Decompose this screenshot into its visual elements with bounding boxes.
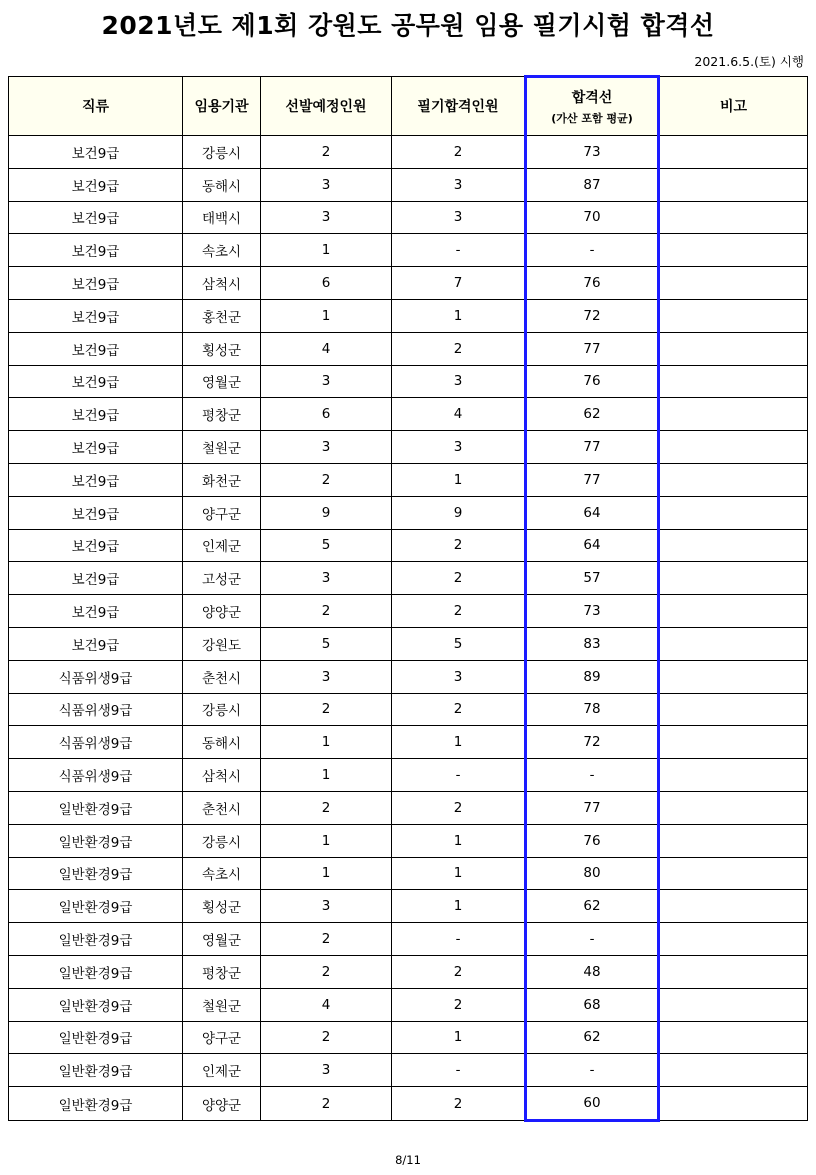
cell-note: [659, 693, 808, 726]
cell-note: [659, 595, 808, 628]
table-row: [9, 726, 808, 759]
table-row: [9, 562, 808, 595]
cell-cutoff: 73: [526, 595, 659, 628]
table-header-row: [9, 77, 808, 136]
cell-agency: 춘천시: [183, 791, 261, 824]
cell-job: 일반환경9급: [9, 791, 183, 824]
table-row: [9, 463, 808, 496]
cell-job: 보건9급: [9, 595, 183, 628]
header-cutoff-sub: (가산 포함 평균): [551, 112, 633, 125]
table-row: [9, 1021, 808, 1054]
cell-note: [659, 791, 808, 824]
cell-agency: 양양군: [183, 1087, 261, 1121]
cell-job: 일반환경9급: [9, 890, 183, 923]
cell-job: 일반환경9급: [9, 1021, 183, 1054]
cell-note: [659, 857, 808, 890]
table-row: [9, 496, 808, 529]
cell-agency: 철원군: [183, 431, 261, 464]
cell-job: 보건9급: [9, 332, 183, 365]
cell-job: 식품위생9급: [9, 693, 183, 726]
cell-passed: 2: [392, 529, 526, 562]
cell-passed: 1: [392, 1021, 526, 1054]
cell-agency: 태백시: [183, 201, 261, 234]
cell-agency: 동해시: [183, 168, 261, 201]
cell-planned: 2: [261, 463, 392, 496]
table-row: [9, 365, 808, 398]
cell-job: 보건9급: [9, 627, 183, 660]
cell-agency: 강릉시: [183, 824, 261, 857]
cell-note: [659, 1054, 808, 1087]
cell-agency: 인제군: [183, 1054, 261, 1087]
cell-cutoff: -: [526, 759, 659, 792]
header-cutoff: [526, 77, 659, 136]
cell-planned: 2: [261, 1087, 392, 1121]
cell-job: 일반환경9급: [9, 1087, 183, 1121]
cell-cutoff: 64: [526, 496, 659, 529]
cell-job: 보건9급: [9, 365, 183, 398]
cell-passed: 2: [392, 1087, 526, 1121]
cell-planned: 1: [261, 759, 392, 792]
table-row: [9, 234, 808, 267]
cell-passed: 3: [392, 431, 526, 464]
cell-cutoff: 73: [526, 136, 659, 169]
cell-cutoff: 76: [526, 267, 659, 300]
cell-cutoff: 62: [526, 1021, 659, 1054]
cell-passed: 1: [392, 463, 526, 496]
cell-job: 보건9급: [9, 234, 183, 267]
cell-passed: 2: [392, 562, 526, 595]
cell-cutoff: -: [526, 1054, 659, 1087]
cell-passed: 2: [392, 332, 526, 365]
cell-planned: 1: [261, 824, 392, 857]
cell-planned: 9: [261, 496, 392, 529]
cell-cutoff: 77: [526, 431, 659, 464]
cell-note: [659, 824, 808, 857]
cell-note: [659, 890, 808, 923]
cell-job: 보건9급: [9, 398, 183, 431]
cell-job: 보건9급: [9, 136, 183, 169]
cell-cutoff: 70: [526, 201, 659, 234]
cell-note: [659, 365, 808, 398]
exam-date: 2021.6.5.(토) 시행: [694, 54, 804, 69]
cell-cutoff: 83: [526, 627, 659, 660]
cell-passed: 2: [392, 595, 526, 628]
cell-job: 일반환경9급: [9, 923, 183, 956]
cell-note: [659, 660, 808, 693]
cell-agency: 강릉시: [183, 136, 261, 169]
header-planned: 선발예정인원: [261, 77, 392, 136]
cell-passed: 3: [392, 168, 526, 201]
cell-note: [659, 627, 808, 660]
table-body: [9, 136, 808, 1121]
cell-passed: 4: [392, 398, 526, 431]
cell-note: [659, 463, 808, 496]
cell-passed: 1: [392, 890, 526, 923]
cell-planned: 4: [261, 332, 392, 365]
table-row: [9, 136, 808, 169]
cell-passed: 1: [392, 299, 526, 332]
cell-cutoff: 62: [526, 890, 659, 923]
table-row: [9, 660, 808, 693]
cell-job: 보건9급: [9, 529, 183, 562]
cell-agency: 평창군: [183, 398, 261, 431]
cell-cutoff: 87: [526, 168, 659, 201]
cell-agency: 평창군: [183, 955, 261, 988]
cell-job: 보건9급: [9, 299, 183, 332]
cell-job: 식품위생9급: [9, 726, 183, 759]
cell-note: [659, 955, 808, 988]
cell-passed: 7: [392, 267, 526, 300]
header-job: 직류: [9, 77, 183, 136]
cell-note: [659, 726, 808, 759]
table-row: [9, 529, 808, 562]
table-row: [9, 201, 808, 234]
cell-cutoff: 72: [526, 299, 659, 332]
cell-agency: 횡성군: [183, 890, 261, 923]
cell-planned: 1: [261, 234, 392, 267]
cell-cutoff: 77: [526, 791, 659, 824]
cell-cutoff: -: [526, 234, 659, 267]
table-row: [9, 398, 808, 431]
results-table: [8, 75, 808, 1122]
cell-planned: 4: [261, 988, 392, 1021]
cell-passed: 2: [392, 136, 526, 169]
cell-planned: 5: [261, 627, 392, 660]
cell-cutoff: 76: [526, 365, 659, 398]
cell-planned: 2: [261, 1021, 392, 1054]
cell-planned: 3: [261, 201, 392, 234]
cell-planned: 3: [261, 660, 392, 693]
page-number: 8/11: [395, 1153, 421, 1167]
table-row: [9, 759, 808, 792]
cell-cutoff: 72: [526, 726, 659, 759]
table-row: [9, 168, 808, 201]
cell-planned: 2: [261, 136, 392, 169]
cell-passed: 1: [392, 726, 526, 759]
cell-planned: 3: [261, 365, 392, 398]
cell-agency: 영월군: [183, 365, 261, 398]
cell-note: [659, 234, 808, 267]
cell-job: 보건9급: [9, 463, 183, 496]
cell-note: [659, 267, 808, 300]
cell-planned: 2: [261, 791, 392, 824]
cell-planned: 3: [261, 431, 392, 464]
cell-agency: 삼척시: [183, 759, 261, 792]
cell-passed: 3: [392, 365, 526, 398]
cell-cutoff: 76: [526, 824, 659, 857]
cell-job: 일반환경9급: [9, 1054, 183, 1087]
cell-planned: 6: [261, 267, 392, 300]
cell-cutoff: 77: [526, 332, 659, 365]
cell-job: 일반환경9급: [9, 955, 183, 988]
cell-agency: 횡성군: [183, 332, 261, 365]
cell-passed: 1: [392, 824, 526, 857]
cell-note: [659, 332, 808, 365]
cell-job: 일반환경9급: [9, 857, 183, 890]
cell-planned: 1: [261, 299, 392, 332]
cell-passed: 3: [392, 201, 526, 234]
cell-cutoff: 48: [526, 955, 659, 988]
cell-cutoff: 78: [526, 693, 659, 726]
cell-agency: 동해시: [183, 726, 261, 759]
cell-note: [659, 136, 808, 169]
table-row: [9, 431, 808, 464]
cell-note: [659, 201, 808, 234]
cell-note: [659, 299, 808, 332]
cell-planned: 2: [261, 923, 392, 956]
cell-cutoff: 80: [526, 857, 659, 890]
page-title: 2021년도 제1회 강원도 공무원 임용 필기시험 합격선: [101, 11, 715, 40]
cell-note: [659, 1087, 808, 1121]
cell-note: [659, 168, 808, 201]
cell-job: 보건9급: [9, 431, 183, 464]
cell-agency: 양구군: [183, 496, 261, 529]
table-row: [9, 693, 808, 726]
cell-job: 식품위생9급: [9, 759, 183, 792]
table-row: [9, 267, 808, 300]
table-row: [9, 955, 808, 988]
table-row: [9, 1054, 808, 1087]
table-row: [9, 627, 808, 660]
cell-agency: 속초시: [183, 857, 261, 890]
cell-note: [659, 529, 808, 562]
cell-note: [659, 398, 808, 431]
cell-agency: 양구군: [183, 1021, 261, 1054]
cell-cutoff: 60: [526, 1087, 659, 1121]
cell-job: 보건9급: [9, 562, 183, 595]
cell-passed: -: [392, 923, 526, 956]
cell-agency: 강원도: [183, 627, 261, 660]
cell-planned: 5: [261, 529, 392, 562]
cell-passed: 5: [392, 627, 526, 660]
cell-note: [659, 988, 808, 1021]
cell-agency: 철원군: [183, 988, 261, 1021]
table-row: [9, 1087, 808, 1121]
cell-cutoff: 62: [526, 398, 659, 431]
cell-note: [659, 759, 808, 792]
cell-planned: 1: [261, 857, 392, 890]
cell-cutoff: 68: [526, 988, 659, 1021]
header-agency: 임용기관: [183, 77, 261, 136]
table-row: [9, 791, 808, 824]
cell-passed: 2: [392, 988, 526, 1021]
cell-passed: -: [392, 759, 526, 792]
cell-job: 보건9급: [9, 201, 183, 234]
table-row: [9, 332, 808, 365]
table-row: [9, 299, 808, 332]
cell-passed: 2: [392, 791, 526, 824]
cell-planned: 2: [261, 595, 392, 628]
table-row: [9, 890, 808, 923]
header-passed: 필기합격인원: [392, 77, 526, 136]
cell-agency: 홍천군: [183, 299, 261, 332]
cell-passed: 2: [392, 693, 526, 726]
cell-planned: 3: [261, 890, 392, 923]
cell-cutoff: 64: [526, 529, 659, 562]
cell-passed: -: [392, 234, 526, 267]
cell-planned: 3: [261, 1054, 392, 1087]
cell-job: 일반환경9급: [9, 988, 183, 1021]
cell-cutoff: 57: [526, 562, 659, 595]
header-cutoff-label: 합격선: [571, 90, 613, 106]
cell-planned: 6: [261, 398, 392, 431]
cell-agency: 인제군: [183, 529, 261, 562]
cell-passed: -: [392, 1054, 526, 1087]
cell-cutoff: -: [526, 923, 659, 956]
cell-job: 보건9급: [9, 267, 183, 300]
cell-agency: 삼척시: [183, 267, 261, 300]
cell-job: 식품위생9급: [9, 660, 183, 693]
header-note: 비고: [659, 77, 808, 136]
cell-passed: 2: [392, 955, 526, 988]
cell-planned: 3: [261, 168, 392, 201]
cell-cutoff: 89: [526, 660, 659, 693]
table-row: [9, 988, 808, 1021]
cell-passed: 1: [392, 857, 526, 890]
cell-agency: 고성군: [183, 562, 261, 595]
cell-planned: 3: [261, 562, 392, 595]
cell-agency: 춘천시: [183, 660, 261, 693]
cell-agency: 영월군: [183, 923, 261, 956]
cell-cutoff: 77: [526, 463, 659, 496]
cell-passed: 3: [392, 660, 526, 693]
cell-job: 보건9급: [9, 496, 183, 529]
cell-note: [659, 496, 808, 529]
table-row: [9, 824, 808, 857]
cell-note: [659, 431, 808, 464]
cell-note: [659, 923, 808, 956]
cell-planned: 1: [261, 726, 392, 759]
cell-agency: 속초시: [183, 234, 261, 267]
cell-note: [659, 562, 808, 595]
table-row: [9, 923, 808, 956]
cell-agency: 화천군: [183, 463, 261, 496]
table-row: [9, 595, 808, 628]
cell-job: 일반환경9급: [9, 824, 183, 857]
cell-passed: 9: [392, 496, 526, 529]
cell-planned: 2: [261, 693, 392, 726]
cell-agency: 양양군: [183, 595, 261, 628]
cell-planned: 2: [261, 955, 392, 988]
cell-job: 보건9급: [9, 168, 183, 201]
cell-agency: 강릉시: [183, 693, 261, 726]
cell-note: [659, 1021, 808, 1054]
table-row: [9, 857, 808, 890]
